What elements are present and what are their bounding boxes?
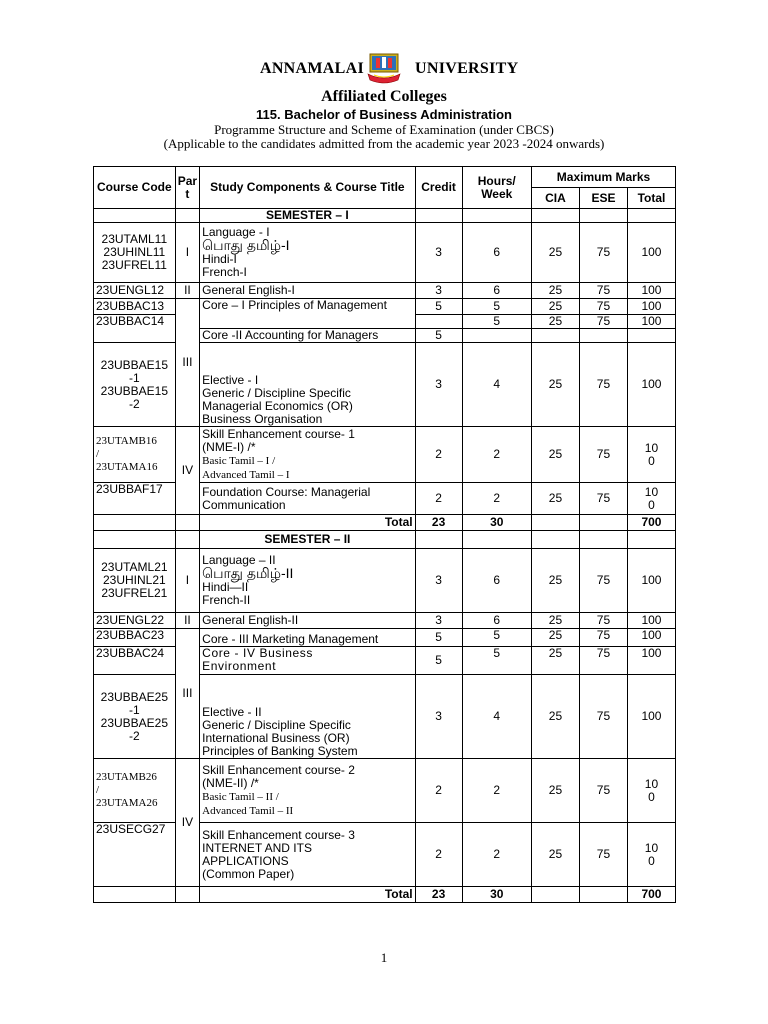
ese-cell: 75 [579, 343, 627, 427]
cia-cell: 25 [531, 427, 579, 483]
total-label: Total [200, 887, 415, 903]
ese-cell: 75 [579, 223, 627, 283]
course-code: 23UBBAC23 [94, 629, 176, 647]
course-code: 23UBBAC14 [94, 315, 176, 343]
cia-cell: 25 [531, 223, 579, 283]
total-cell: 100 [627, 629, 675, 647]
course-code: 23UTAML11 23UHINL11 23UFREL11 [94, 223, 176, 283]
total-cell: 100 [627, 315, 675, 329]
ese-cell: 75 [579, 427, 627, 483]
part-cell: I [175, 223, 200, 283]
credit-cell: 3 [415, 283, 462, 299]
hours-cell: 5 [462, 299, 531, 315]
hours-cell: 6 [462, 613, 531, 629]
credit-cell: 5 [415, 647, 462, 675]
course-code: 23UTAMB16 / 23UTAMA16 [94, 427, 176, 483]
hours-cell: 4 [462, 675, 531, 759]
cia-cell: 25 [531, 299, 579, 315]
total-cell: 100 [627, 223, 675, 283]
part-cell: III [175, 629, 200, 759]
part-cell: II [175, 283, 200, 299]
part-cell: IV [175, 427, 200, 515]
applicability-line: (Applicable to the candidates admitted from the academic year 2023 -2024 onwards) [163, 136, 605, 151]
ese-cell: 75 [579, 759, 627, 823]
course-code: 23UTAML21 23UHINL21 23UFREL21 [94, 549, 176, 613]
credit-cell: 3 [415, 675, 462, 759]
hours-cell: 2 [462, 823, 531, 887]
col-code: Course Code [94, 167, 176, 209]
cia-cell: 25 [531, 675, 579, 759]
cia-cell: 25 [531, 315, 579, 329]
table-row [94, 299, 676, 315]
course-code: 23UTAMB26 / 23UTAMA26 [94, 759, 176, 823]
credit-cell: 2 [415, 427, 462, 483]
cia-cell: 25 [531, 549, 579, 613]
course-code: 23UENGL22 [94, 613, 176, 629]
course-code: 23USECG27 [94, 823, 176, 887]
header-row [94, 167, 676, 188]
table-row [94, 759, 676, 823]
part-cell: IV [175, 759, 200, 887]
course-title: Elective - I Generic / Discipline Specific Managerial Economics (OR) Business Organisation [200, 343, 415, 427]
total-cell: 100 [627, 647, 675, 675]
hours-cell: 6 [462, 223, 531, 283]
col-part: Par t [175, 167, 200, 209]
credit-cell: 2 [415, 759, 462, 823]
hours-cell: 6 [462, 283, 531, 299]
ese-cell: 75 [579, 629, 627, 647]
course-title: Skill Enhancement course- 1 (NME-I) /* Basic Tamil – I / Advanced Tamil – I [200, 427, 415, 483]
total-cell: 100 [627, 299, 675, 315]
university-header [0, 52, 768, 86]
semester-label: SEMESTER – II [200, 531, 415, 549]
total-cell: 100 [627, 283, 675, 299]
credit-cell: 2 [415, 823, 462, 887]
course-title: General English-I [200, 283, 415, 299]
course-title: Core - III Marketing Management [200, 629, 415, 647]
credit-cell: 5 [415, 329, 462, 343]
credit-cell: 3 [415, 613, 462, 629]
total-cell: 100 [627, 613, 675, 629]
table-row [94, 283, 676, 299]
total-cell: 10 0 [627, 823, 675, 887]
col-title: Study Components & Course Title [200, 167, 415, 209]
total-row [94, 887, 676, 903]
credit-cell: 2 [415, 483, 462, 515]
semester-row [94, 209, 676, 223]
table-row [94, 629, 676, 647]
ese-cell: 75 [579, 647, 627, 675]
hours-total: 30 [462, 515, 531, 531]
scheme-table [93, 166, 676, 903]
cia-cell: 25 [531, 613, 579, 629]
total-cell: 10 0 [627, 483, 675, 515]
cia-cell: 25 [531, 647, 579, 675]
total-cell: 100 [627, 343, 675, 427]
cia-cell: 25 [531, 629, 579, 647]
course-code: 23UBBAE25 -1 23UBBAE25 -2 [94, 675, 176, 759]
ese-cell: 75 [579, 823, 627, 887]
col-cia: CIA [531, 188, 579, 209]
hours-cell: 5 [462, 315, 531, 329]
marks-total: 700 [627, 887, 675, 903]
cia-cell: 25 [531, 343, 579, 427]
course-title: Skill Enhancement course- 2 (NME-II) /* Basic Tamil – II / Advanced Tamil – II [200, 759, 415, 823]
total-cell: 100 [627, 549, 675, 613]
credit-total: 23 [415, 515, 462, 531]
cia-cell: 25 [531, 283, 579, 299]
col-max-marks: Maximum Marks [531, 167, 675, 188]
credit-cell: 3 [415, 549, 462, 613]
total-cell: 10 0 [627, 759, 675, 823]
hours-cell: 4 [462, 343, 531, 427]
table-row [94, 427, 676, 483]
hours-cell: 2 [462, 759, 531, 823]
credit-cell: 3 [415, 343, 462, 427]
semester-label: SEMESTER – I [200, 209, 415, 223]
part-cell: I [175, 549, 200, 613]
ese-cell: 75 [579, 675, 627, 759]
course-title: Foundation Course: Managerial Communication [200, 483, 415, 515]
course-code: 23UBBAE15 -1 23UBBAE15 -2 [94, 343, 176, 427]
course-title: Core -II Accounting for Managers [200, 329, 415, 343]
total-cell: 100 [627, 675, 675, 759]
credit-total: 23 [415, 887, 462, 903]
university-name-left: ANNAMALAI [259, 60, 364, 77]
hours-cell: 2 [462, 427, 531, 483]
credit-cell: 3 [415, 223, 462, 283]
course-code: 23UENGL12 [94, 283, 176, 299]
course-title: Core – I Principles of Management [200, 299, 415, 329]
table-row [94, 549, 676, 613]
structure-line: Programme Structure and Scheme of Examination (under CBCS) [214, 122, 554, 137]
ese-cell: 75 [579, 613, 627, 629]
ese-cell: 75 [579, 283, 627, 299]
ese-cell: 75 [579, 483, 627, 515]
col-credit: Credit [415, 167, 462, 209]
university-name-right: UNIVERSITY [415, 60, 519, 77]
hours-cell: 2 [462, 483, 531, 515]
total-label: Total [200, 515, 415, 531]
hours-cell: 6 [462, 549, 531, 613]
hours-total: 30 [462, 887, 531, 903]
part-cell: III [175, 299, 200, 427]
university-emblem-icon [364, 52, 404, 88]
ese-cell: 75 [579, 549, 627, 613]
course-title: General English-II [200, 613, 415, 629]
course-title: Core - IV Business Environment [200, 647, 415, 675]
part-cell: II [175, 613, 200, 629]
document-title: Affiliated Colleges [321, 88, 447, 105]
credit-cell: 5 [415, 299, 462, 315]
course-title: Language - I பொது தமிழ்-I Hindi-I French-I [200, 223, 415, 283]
credit-cell: 5 [415, 629, 462, 647]
course-code: 23UBBAC24 [94, 647, 176, 675]
course-title: Language – II பொது தமிழ்-II Hindi—II French-II [200, 549, 415, 613]
col-hours: Hours/ Week [462, 167, 531, 209]
total-cell: 10 0 [627, 427, 675, 483]
table-row [94, 613, 676, 629]
total-row [94, 515, 676, 531]
programme-name: 115. Bachelor of Business Administration [256, 107, 512, 122]
ese-cell: 75 [579, 299, 627, 315]
cia-cell: 25 [531, 483, 579, 515]
table-row [94, 223, 676, 283]
semester-row [94, 531, 676, 549]
col-ese: ESE [579, 188, 627, 209]
marks-total: 700 [627, 515, 675, 531]
page-number: 1 [380, 950, 388, 965]
cia-cell: 25 [531, 759, 579, 823]
course-code: 23UBBAC13 [94, 299, 176, 315]
ese-cell: 75 [579, 315, 627, 329]
col-total: Total [627, 188, 675, 209]
hours-cell: 5 [462, 629, 531, 647]
hours-cell: 5 [462, 647, 531, 675]
course-title: Skill Enhancement course- 3 INTERNET AND ITS APPLICATIONS (Common Paper) [200, 823, 415, 887]
course-code: 23UBBAF17 [94, 483, 176, 515]
cia-cell: 25 [531, 823, 579, 887]
course-title: Elective - II Generic / Discipline Specific International Business (OR) Principles of Banking System [200, 675, 415, 759]
